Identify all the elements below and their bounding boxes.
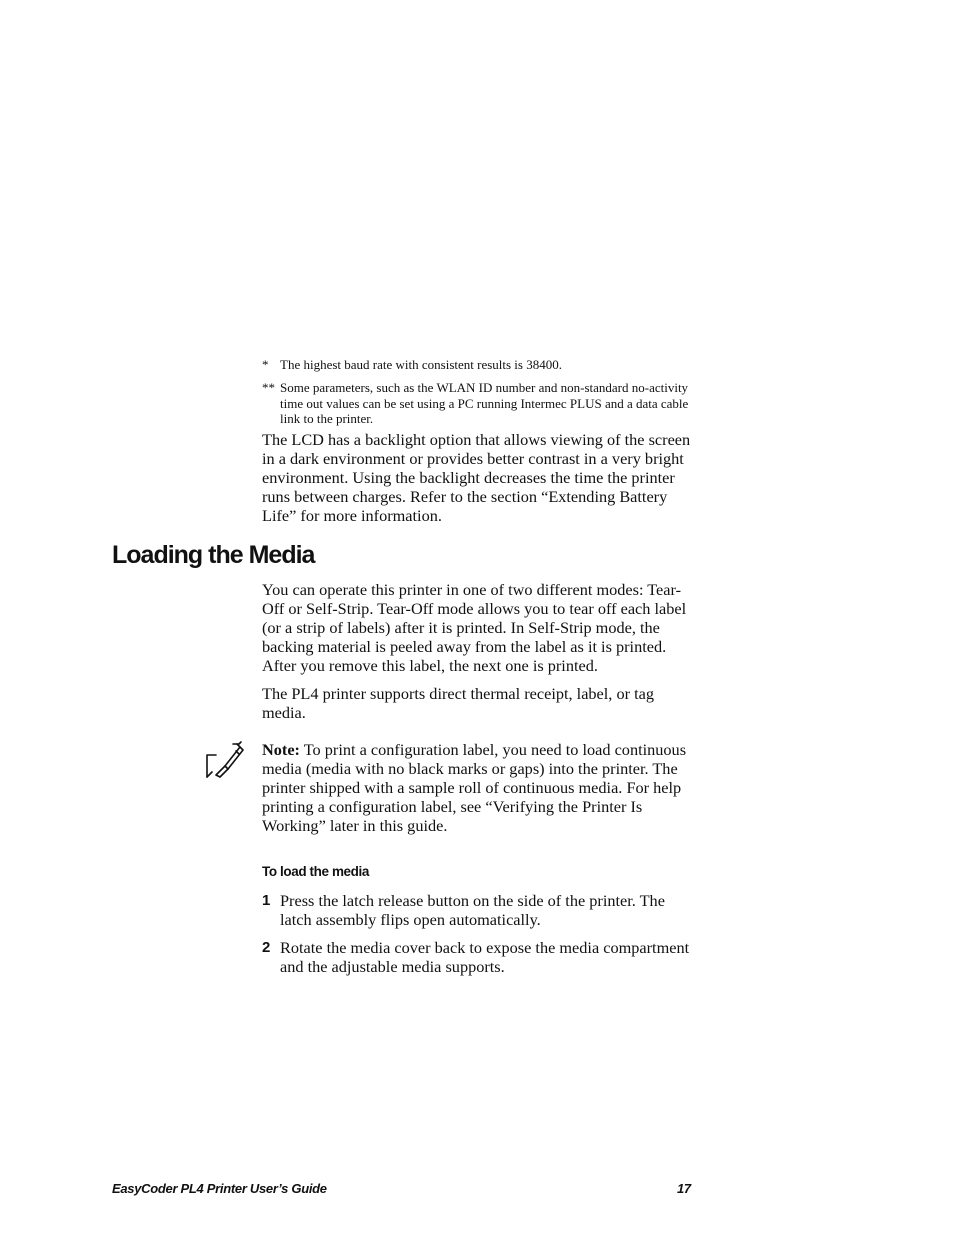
section-heading: Loading the Media [112, 541, 315, 569]
procedure-step-1 [262, 891, 692, 929]
footnote-text: Some parameters, such as the WLAN ID number and non-standard no-activity time out values can be set using a PC running Intermec PLUS and a data cable link to the printer. [280, 380, 689, 426]
step-number: 2 [262, 939, 271, 956]
section-paragraph-media: The PL4 printer supports direct thermal receipt, label, or tag media. [262, 684, 654, 722]
note-text: To print a configuration label, you need to load continuous media (media with no black marks or gaps) into the printer. The printer shipped with a sample roll of continuous media. For help printing a configuration label, see “Verifying the Printer Is Working” later in this guide. [262, 740, 687, 835]
intro-paragraph: The LCD has a backlight option that allows viewing of the screen in a dark environment or provides better contrast in a very bright environment. Using the backlight decreases the time the printer runs between charges. Refer to the section “Extending Battery Life” for more information. [262, 430, 691, 525]
note-label: Note: [262, 740, 300, 759]
section-paragraph-modes: You can operate this printer in one of two different modes: Tear-Off or Self-Strip. Tear-Off mode allows you to tear off each label (or a strip of labels) after it is printed. In Self-Strip mode, the backing material is peeled away from the label as it is printed. After you remove this label, the next one is printed. [262, 580, 687, 675]
footer-title: EasyCoder PL4 Printer User’s Guide [112, 1181, 327, 1196]
page-number: 17 [677, 1181, 691, 1196]
footnote-2 [262, 380, 692, 427]
step-text: Rotate the media cover back to expose the media compartment and the adjustable media supports. [280, 938, 690, 976]
step-text: Press the latch release button on the side of the printer. The latch assembly flips open automatically. [280, 891, 665, 929]
footnote-text: The highest baud rate with consistent results is 38400. [280, 357, 562, 372]
footnote-mark: * [262, 357, 269, 372]
note-pencil-icon [203, 739, 245, 781]
procedure-step-2 [262, 938, 692, 976]
step-number: 1 [262, 892, 271, 909]
procedure-heading: To load the media [262, 864, 369, 879]
note-block [262, 740, 692, 835]
footnote-1 [262, 357, 692, 373]
footnote-mark: ** [262, 380, 275, 395]
